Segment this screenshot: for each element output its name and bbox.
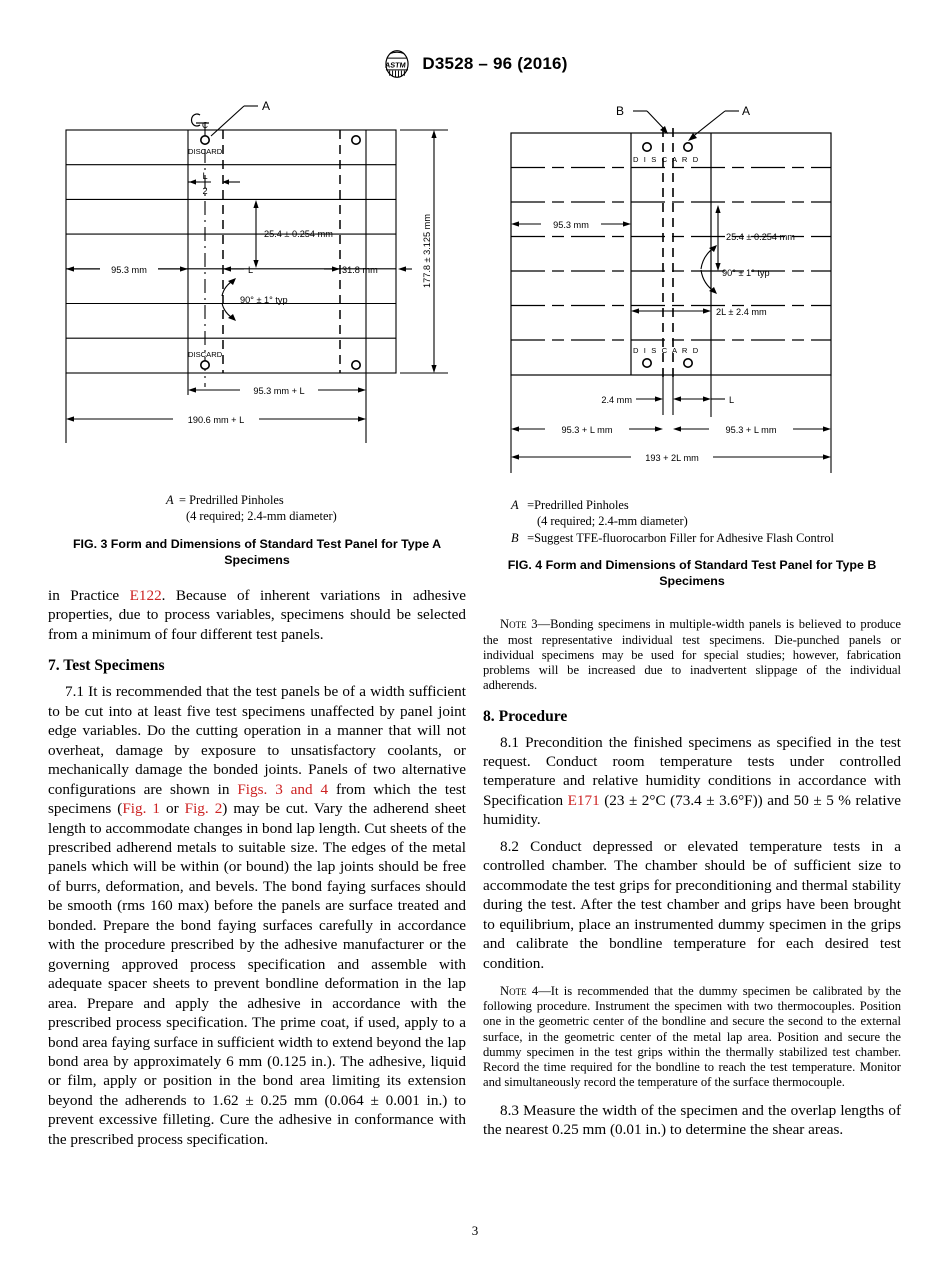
note-3-text: —Bonding specimens in multiple-width panels is believed to produce the most representative individual test specimens. Die-punched panels or individual specimens may be used for special studies; however, fabrication problems will be increased due to inadvertent slippage of the individual adherends. — [483, 617, 901, 693]
text-part2: from which the test specimens ( — [48, 780, 466, 818]
figure-3-key-symbol-a: A — [166, 493, 174, 507]
figure-4-half-right-dim: 95.3 + L mm — [725, 425, 777, 435]
figure-4-strip-width-dim: 25.4 ± 0.254 mm — [726, 232, 795, 242]
figure-4-overall-dim: 193 + 2L mm — [645, 453, 699, 463]
figure-3-caption-line2: Specimens — [224, 552, 290, 567]
note-4 — [483, 984, 901, 1091]
figure-4-half-left-dim: 95.3 + L mm — [561, 425, 613, 435]
figure-4-caption-line1: FIG. 4 Form and Dimensions of Standard Test Panel for Type B — [507, 558, 877, 573]
paragraph-8-3: 8.3 Measure the width of the specimen and the overlap lengths of the nearest 0.25 mm (0.01 in.) to determine the shear areas. — [483, 1101, 901, 1139]
figure-4-caption — [483, 557, 901, 589]
figure-4-left-edge-dim: 95.3 mm — [553, 220, 589, 230]
figure-4-drawing — [483, 95, 901, 495]
figure-3-caption-line1: FIG. 3 Form and Dimensions of Standard Test Panel for Type A — [72, 536, 442, 551]
figure-3-discard-bottom: DISCARD — [188, 350, 223, 359]
figure-3-callout-a: A — [262, 99, 271, 113]
figure-3-right-total-dim: 95.3 mm + L — [253, 386, 305, 396]
paragraph-continued — [48, 586, 466, 644]
figure-3 — [48, 95, 466, 568]
figure-4-lap-dim: L — [729, 395, 735, 405]
text-pre: in Practice — [48, 587, 130, 604]
link-fig-1[interactable]: Fig. 1 — [122, 800, 160, 818]
figure-4-key-row — [511, 513, 901, 529]
figure-3-drawing — [48, 95, 466, 490]
figure-3-strip-width-dim: 25.4 ± 0.254 mm — [264, 229, 333, 239]
figure-4-key-text-b: =Suggest TFE-fluorocarbon Filler for Adhesive Flash Control — [524, 530, 834, 545]
figure-4-key-row — [511, 497, 901, 513]
note-3 — [483, 617, 901, 693]
figure-4-key-symbol-b: B — [511, 530, 519, 545]
figure-3-overall-dim: 190.6 mm + L — [187, 415, 245, 425]
pinhole-top-left — [643, 143, 651, 151]
pinhole-bottom-right — [352, 361, 360, 369]
page-header — [0, 50, 950, 78]
figure-3-left-edge-dim: 95.3 mm — [111, 265, 147, 275]
figure-3-key-text-a: = Predrilled Pinholes — [179, 493, 284, 507]
pinhole-top-right — [352, 136, 360, 144]
figure-3-key — [48, 492, 466, 525]
section-8-heading: 8. Procedure — [483, 707, 568, 725]
figure-3-key-row — [166, 508, 466, 524]
paragraph-8-2: 8.2 Conduct depressed or elevated temperature tests in a controlled chamber. The chamber should be of sufficient size to accommodate the test grips for preconditioning and thermal stability during the test. After the test chamber and grips have been brought to equilibrium, place an instrumented dummy specimen in the grips and calibrate the bondline temperature for each desired test condition. — [483, 837, 901, 972]
figure-3-caption — [48, 536, 466, 568]
figure-3-key-text-a2: (4 required; 2.4-mm diameter) — [186, 509, 337, 524]
right-column — [483, 95, 901, 1140]
note-4-text: —It is recommended that the dummy specimen be calibrated by the following procedure. Instrument the specimen with two thermocouples. Position one in the geometric center of the bondline and secure the second to the external surface, in the geometric center of the metal lap area. Position and secure the dummy specimen in the test grips within the thermally stabilized test chamber. Record the time required for the bondline to reach the test temperature. Monitor and simultaneously record the temperature of the surface thermocouple. — [483, 983, 901, 1090]
figure-4-two-l-dim: 2L ± 2.4 mm — [716, 307, 767, 317]
svg-text:ASTM: ASTM — [384, 60, 407, 70]
link-figs-3-and-4[interactable]: Figs. 3 and 4 — [237, 780, 329, 798]
note-4-label: Note 4 — [500, 983, 539, 998]
text-post: . Because of inherent variations in adhesive properties, due to process variables, specimens should be selected from a minimum of four different test panels. — [48, 587, 466, 643]
pinhole-bottom-left — [201, 361, 209, 369]
page-number: 3 — [471, 1223, 479, 1238]
pinhole-bottom-right — [684, 359, 692, 367]
pinhole-top-left — [201, 136, 209, 144]
link-e171[interactable]: E171 — [567, 791, 600, 809]
figure-4-key-text-a2: (4 required; 2.4-mm diameter) — [537, 514, 688, 529]
figure-4-key — [483, 497, 901, 546]
figure-4-callout-a: A — [742, 104, 751, 118]
figure-3-lap-dim: L — [248, 265, 254, 275]
text-part1: 7.1 It is recommended that the test panels be of a width sufficient to be cut into at least five test specimens unaffected by panel joint edge variables. Do the cutting operation in a manner that will not overheat, damage by exposure to unsatisfactory coolants, or mechanically damage the bonded joints. Panels of two alternative configurations are shown in — [48, 683, 466, 798]
figure-3-key-row — [166, 492, 466, 508]
text-part1: 8.1 Precondition the finished specimens as specified in the test request. Conduct room temperature tests under controlled temperature and relative humidity conditions in accordance with Specification — [483, 733, 901, 809]
text-part4: ) may be cut. Vary the adherend sheet length to accommodate changes in bond lap length. Cut sheets of the prescribed adherend metals to suitable size. The edges of the metal panels which will be within (or bound) the lap joints should be free of burrs, deformation, and bevels. The bond faying surfaces should be smooth (rms 160 max) before the panels are surface treated and bonded. Prepare the bond faying surfaces carefully in accordance with the procedure prescribed by the adhesive manufacturer or the governing approved process specification and assemble with adequate spacer sheets to prevent bondline deformation in the lap area. Prepare and apply the adhesive in accordance with the prescribed process specification. The prime coat, if used, apply to a bond area faying surface in sufficient width to extend beyond the lap bond area by approximately 6 mm (0.125 in.). The adhesive, liquid or film, apply or position in the bond area limiting its extension beyond the adherends to 1.62 ± 0.25 mm (0.064 ± 0.001 in.) to prevent excessive filleting. Cure the adhesive in conformance with the prescribed process specification. — [48, 800, 466, 1148]
figure-3-right-edge-dim: 31.8 mm — [342, 265, 378, 275]
link-e122[interactable]: E122 — [129, 587, 162, 604]
figure-3-discard-top: DISCARD — [188, 147, 223, 156]
figure-4-discard-bottom: D I S C A R D — [633, 346, 700, 355]
figure-4-angle-dim: 90° ± 1° typ — [722, 268, 770, 278]
figure-4 — [483, 95, 901, 589]
left-column — [48, 95, 466, 1149]
document-id: D3528 – 96 (2016) — [422, 54, 568, 73]
pinhole-top-right — [684, 143, 692, 151]
figure-4-key-row — [511, 530, 901, 546]
pinhole-bottom-left — [643, 359, 651, 367]
text-part2: (23 ± 2°C (73.4 ± 3.6°F)) and 50 ± 5 % relative humidity. — [483, 791, 901, 829]
paragraph-7-1 — [48, 682, 466, 1149]
astm-logo-icon — [382, 50, 412, 78]
figure-3-angle-dim: 90° ± 1° typ — [240, 295, 288, 305]
text-part3: or — [159, 800, 185, 818]
figure-3-panel-height-dim: 177.8 ± 3.125 mm — [422, 214, 432, 288]
figure-4-caption-line2: Specimens — [659, 574, 725, 589]
paragraph-8-1 — [483, 733, 901, 830]
figure-4-discard-top: D I S C A R D — [633, 155, 700, 164]
section-7-heading: 7. Test Specimens — [48, 657, 165, 675]
figure-3-half-l-denominator: 2 — [202, 186, 208, 196]
figure-4-callout-b: B — [616, 104, 625, 118]
link-fig-2[interactable]: Fig. 2 — [184, 800, 223, 818]
figure-4-filler-dim: 2.4 mm — [601, 395, 632, 405]
figure-4-key-symbol-a: A — [511, 498, 519, 512]
figure-3-centerline-label: C — [202, 120, 208, 130]
figure-4-key-text-a: =Predrilled Pinholes — [524, 498, 629, 512]
note-3-label: Note 3 — [500, 617, 538, 632]
figure-3-half-l-numerator: L — [202, 171, 208, 181]
